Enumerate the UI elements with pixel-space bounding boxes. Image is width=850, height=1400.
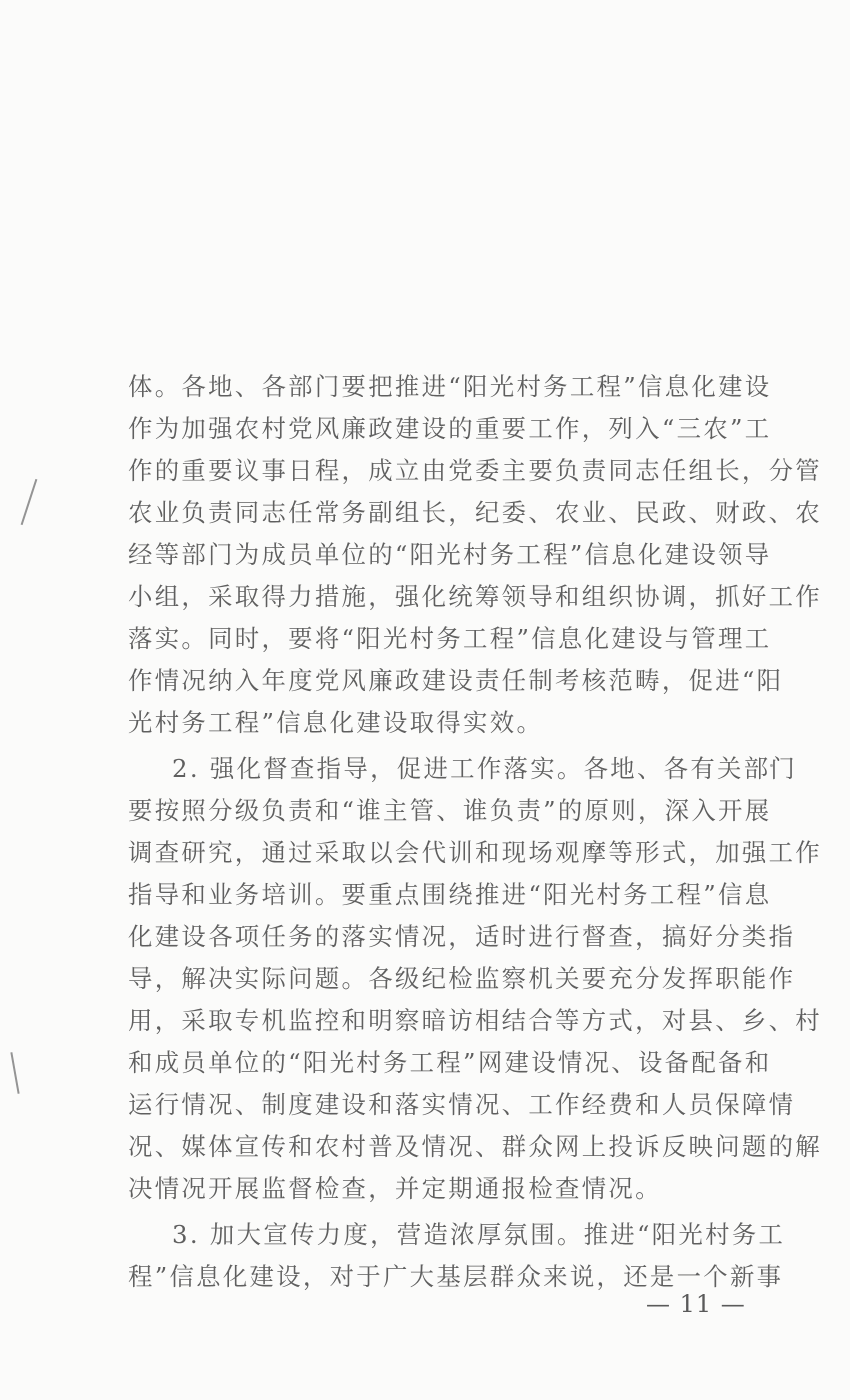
text-line-1: 体。各地、各部门要把推进“阳光村务工程”信息化建设 [128, 372, 772, 401]
page-number: — 11 — [646, 1290, 746, 1318]
text-line-5: 经等部门为成员单位的“阳光村务工程”信息化建设领导 [128, 540, 772, 569]
section-3-text: 3. 加大宣传力度，营造浓厚氛围。推进“阳光村务工 [172, 1220, 786, 1249]
text-line-6: 小组，采取得力措施，强化统筹领导和组织协调，抓好工作 [128, 582, 822, 611]
text-line-4: 农业负责同志任常务副组长，纪委、农业、民政、财政、农 [128, 498, 822, 527]
section-2-heading-line [128, 748, 798, 790]
text-line-7: 落实。同时，要将“阳光村务工程”信息化建设与管理工 [128, 624, 772, 653]
section-2-text: 2. 强化督查指导，促进工作落实。各地、各有关部门 [172, 754, 798, 783]
text-line-14: 化建设各项任务的落实情况，适时进行督查，搞好分类指 [128, 922, 796, 951]
text-line-22: 程”信息化建设，对于广大基层群众来说，还是一个新事 [128, 1262, 784, 1291]
text-line-15: 导，解决实际问题。各级纪检监察机关要充分发挥职能作 [128, 964, 796, 993]
text-line-2: 作为加强农村党风廉政建设的重要工作，列入“三农”工 [128, 414, 772, 443]
text-line-13: 指导和业务培训。要重点围绕推进“阳光村务工程”信息 [128, 880, 772, 909]
section-3-heading-line [128, 1214, 786, 1256]
body-text [128, 366, 822, 1298]
text-line-8: 作情况纳入年度党风廉政建设责任制考核范畴，促进“阳 [128, 666, 784, 695]
text-line-17: 和成员单位的“阳光村务工程”网建设情况、设备配备和 [128, 1048, 772, 1077]
text-line-16: 用，采取专机监控和明察暗访相结合等方式，对县、乡、村 [128, 1006, 822, 1035]
text-line-18: 运行情况、制度建设和落实情况、工作经费和人员保障情 [128, 1090, 796, 1119]
text-line-3: 作的重要议事日程，成立由党委主要负责同志任组长，分管 [128, 456, 822, 485]
text-line-19: 况、媒体宣传和农村普及情况、群众网上投诉反映问题的解 [128, 1132, 822, 1161]
margin-pencil-mark [21, 479, 38, 525]
text-line-9: 光村务工程”信息化建设取得实效。 [128, 708, 544, 737]
margin-pencil-mark [10, 1052, 19, 1094]
text-line-20: 决情况开展监督检查，并定期通报检查情况。 [128, 1174, 662, 1203]
text-line-11: 要按照分级负责和“谁主管、谁负责”的原则，深入开展 [128, 796, 772, 825]
text-line-12: 调查研究，通过采取以会代训和现场观摩等形式，加强工作 [128, 838, 822, 867]
